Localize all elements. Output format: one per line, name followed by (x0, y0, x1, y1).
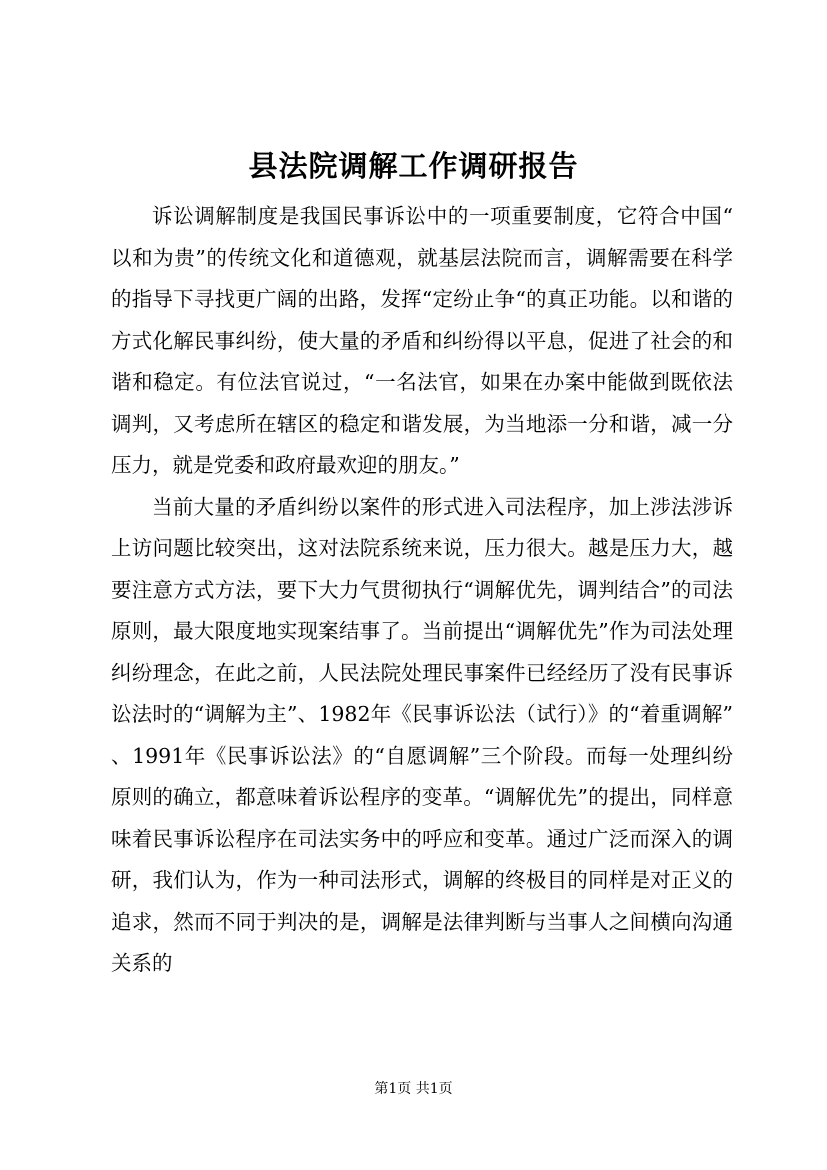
document-body (111, 196, 733, 985)
document-title: 县法院调解工作调研报告 (248, 149, 579, 183)
paragraph-2: 当前大量的矛盾纠纷以案件的形式进入司法程序，加上涉法涉诉上访问题比较突出，这对法院系统来说，压力很大。越是压力大，越要注意方式方法，要下大力气贯彻执行“调解优先，调判结合”的司法原则，最大限度地实现案结事了。当前提出“调解优先”作为司法处理纠纷理念，在此之前，人民法院处理民事案件已经经历了没有民事诉讼法时的“调解为主”、1982年《民事诉讼法（试行）》的“着重调解”、1991年《民事诉讼法》的“自愿调解”三个阶段。而每一处理纠纷原则的确立，都意味着诉讼程序的变革。“调解优先”的提出，同样意味着民事诉讼程序在司法实务中的呼应和变革。通过广泛而深入的调研，我们认为，作为一种司法形式，调解的终极目的同样是对正义的追求，然而不同于判决的是，调解是法律判断与当事人之间横向沟通关系的 (111, 494, 733, 975)
page-number-footer: 第1页 共1页 (374, 1081, 453, 1097)
paragraph-1: 诉讼调解制度是我国民事诉讼中的一项重要制度，它符合中国“以和为贵”的传统文化和道德观，就基层法院而言，调解需要在科学的指导下寻找更广阔的出路，发挥“定纷止争“的真正功能。以和谐的方式化解民事纠纷，使大量的矛盾和纠纷得以平息，促进了社会的和谐和稳定。有位法官说过，“一名法官，如果在办案中能做到既依法调判，又考虑所在辖区的稳定和谐发展，为当地添一分和谐，减一分压力，就是党委和政府最欢迎的朋友。” (111, 204, 733, 477)
